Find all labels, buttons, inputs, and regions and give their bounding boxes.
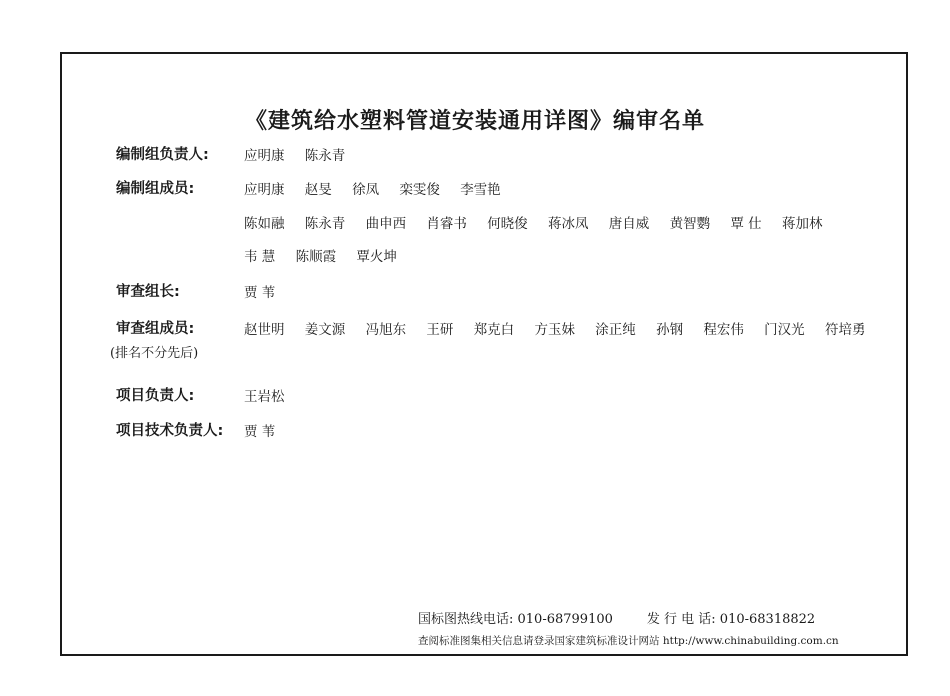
person-name: 赵世明 bbox=[244, 322, 285, 338]
person-name: 王研 bbox=[426, 322, 454, 338]
person-name: 应明康 bbox=[244, 148, 285, 164]
person-name: 贾 苇 bbox=[244, 424, 276, 440]
footer-phone-line bbox=[418, 608, 815, 627]
person-name: 涂正纯 bbox=[595, 322, 636, 338]
person-name: 覃 仕 bbox=[730, 216, 762, 232]
person-name: 陈永青 bbox=[304, 216, 346, 232]
hotline-text: 国标图热线电话: 010-68799100 bbox=[418, 612, 613, 627]
person-name: 赵旻 bbox=[304, 182, 332, 198]
person-name: 孙钢 bbox=[656, 322, 684, 338]
person-name: 应明康 bbox=[244, 182, 285, 198]
names-row-technical-lead bbox=[244, 420, 291, 440]
person-name: 贾 苇 bbox=[244, 285, 276, 301]
ranking-note: (排名不分先后) bbox=[110, 346, 199, 361]
names-row-compile-members-1 bbox=[244, 178, 517, 198]
names-row-compile-members-2 bbox=[244, 212, 838, 232]
section-label-project-lead: 项目负责人: bbox=[116, 388, 195, 404]
person-name: 韦 慧 bbox=[244, 249, 276, 265]
person-name: 陈顺霞 bbox=[295, 249, 337, 265]
person-name: 冯旭东 bbox=[365, 322, 407, 338]
person-name: 王岩松 bbox=[244, 389, 285, 405]
person-name: 栾雯俊 bbox=[399, 182, 440, 198]
names-row-compile-lead bbox=[244, 144, 361, 164]
person-name: 蒋加林 bbox=[781, 216, 823, 232]
person-name: 何晓俊 bbox=[487, 216, 528, 232]
section-label-compile-members: 编制组成员: bbox=[116, 181, 195, 197]
footer-website-note: 查阅标准图集相关信息请登录国家建筑标准设计网站 http://www.chinabuilding.com.cn bbox=[418, 635, 839, 647]
person-name: 蒋冰凤 bbox=[547, 216, 589, 232]
person-name: 覃火坤 bbox=[356, 249, 397, 265]
person-name: 肖睿书 bbox=[426, 216, 467, 232]
person-name: 黄智鹦 bbox=[669, 216, 711, 232]
names-row-project-lead bbox=[244, 385, 301, 405]
person-name: 陈永青 bbox=[304, 148, 346, 164]
person-name: 符培勇 bbox=[824, 322, 866, 338]
document-title: 《建筑给水塑料管道安装通用详图》编审名单 bbox=[244, 109, 705, 134]
person-name: 陈如融 bbox=[244, 216, 285, 232]
names-row-review-members bbox=[244, 318, 881, 338]
person-name: 唐自威 bbox=[608, 216, 650, 232]
distribution-phone-text: 发 行 电 话: 010-68318822 bbox=[646, 612, 816, 627]
person-name: 李雪艳 bbox=[460, 182, 501, 198]
person-name: 曲申西 bbox=[365, 216, 407, 232]
person-name: 姜文源 bbox=[304, 322, 346, 338]
section-label-compile-lead: 编制组负责人: bbox=[116, 147, 209, 163]
names-row-review-lead bbox=[244, 281, 291, 301]
section-label-review-lead: 审查组长: bbox=[116, 284, 180, 300]
person-name: 方玉妹 bbox=[534, 322, 575, 338]
section-label-review-members: 审查组成员: bbox=[116, 321, 195, 337]
person-name: 郑克白 bbox=[473, 322, 515, 338]
person-name: 徐凤 bbox=[352, 182, 380, 198]
names-row-compile-members-3 bbox=[244, 245, 413, 265]
person-name: 程宏伟 bbox=[703, 322, 744, 338]
section-label-technical-lead: 项目技术负责人: bbox=[116, 423, 224, 439]
person-name: 门汉光 bbox=[764, 322, 805, 338]
